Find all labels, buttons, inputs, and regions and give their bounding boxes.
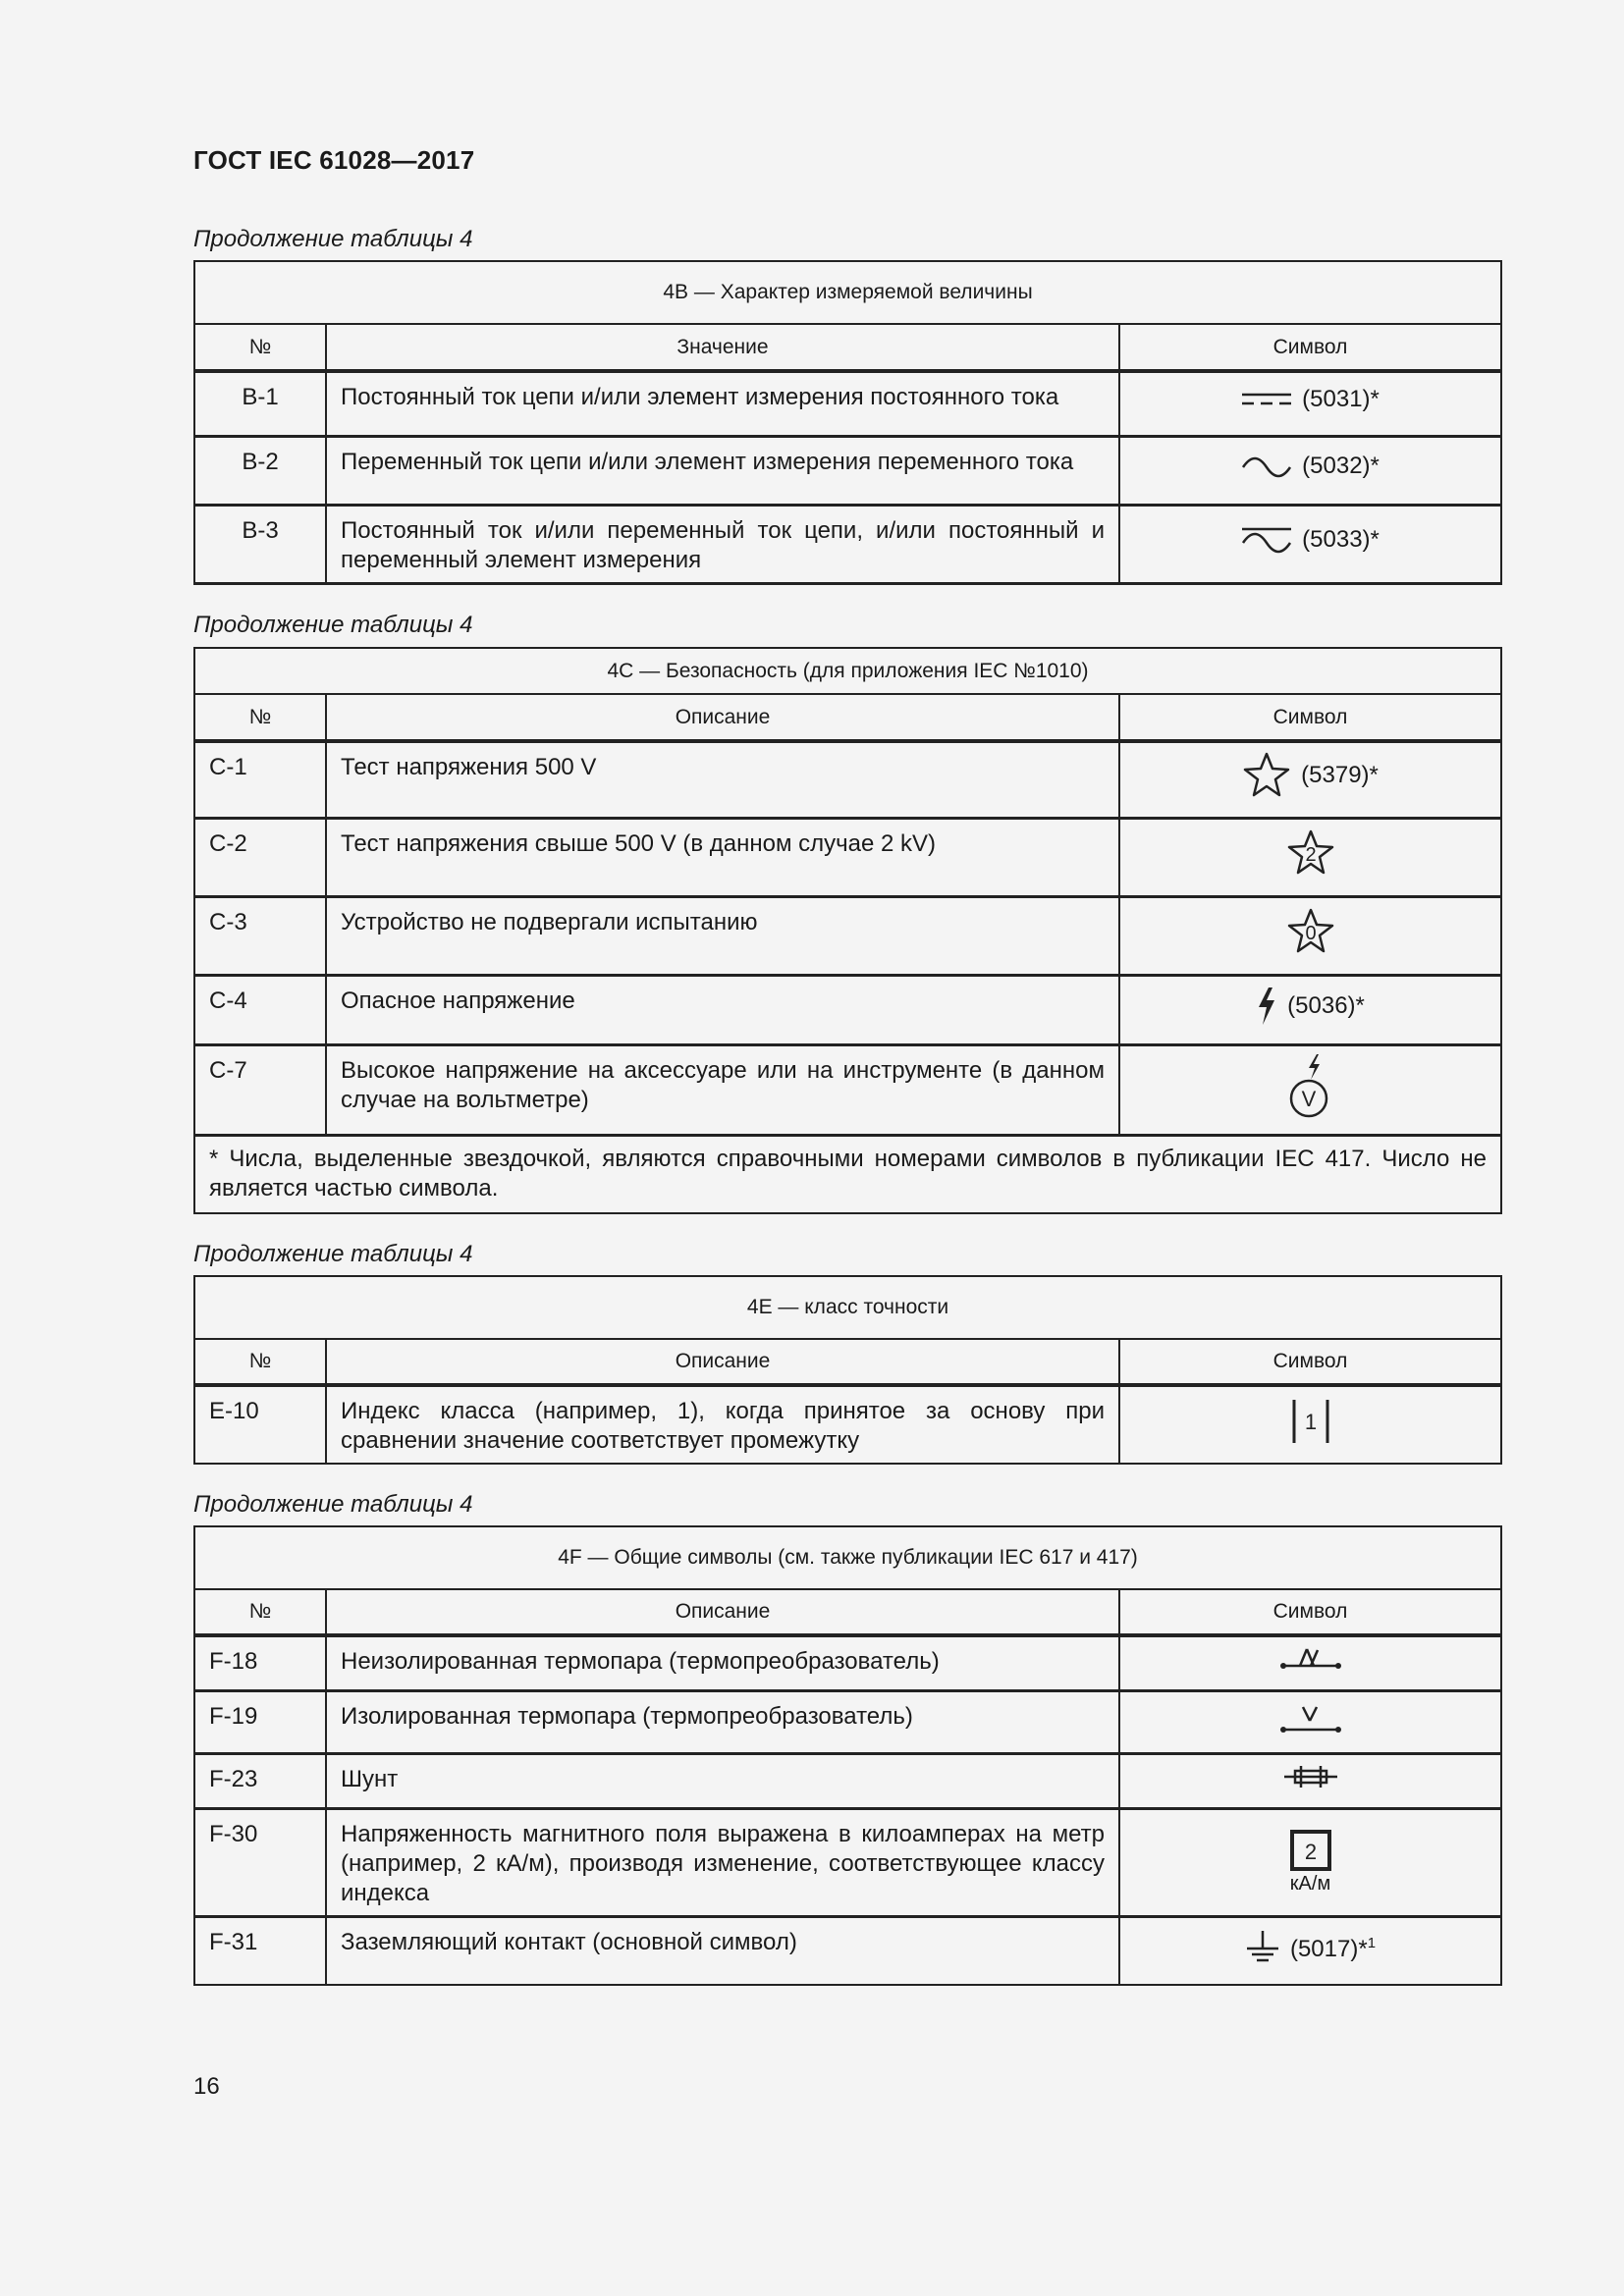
box-label: 1 xyxy=(1304,1409,1317,1434)
magnetic-field-icon xyxy=(1289,1829,1332,1872)
class-index-icon xyxy=(1291,1398,1330,1445)
row-symbol xyxy=(1119,1690,1501,1753)
symbol-ref-superscript: 1 xyxy=(1367,1935,1377,1952)
lightning-icon xyxy=(1256,987,1277,1026)
col-header-desc: Описание xyxy=(326,1589,1119,1635)
ac-dc-current-icon xyxy=(1241,525,1292,555)
table-4b xyxy=(193,260,1502,585)
col-header-sym: Символ xyxy=(1119,694,1501,741)
row-number: F-31 xyxy=(194,1916,326,1985)
table-4e-title: 4E — класс точности xyxy=(194,1276,1501,1339)
table-row xyxy=(194,1916,1501,1985)
table-4c xyxy=(193,647,1502,1214)
table-row xyxy=(194,818,1501,896)
thermocouple-insulated-icon xyxy=(1280,1701,1341,1735)
shunt-icon xyxy=(1283,1764,1338,1789)
table-4b-title: 4B — Характер измеряемой величины xyxy=(194,261,1501,324)
page-number: 16 xyxy=(193,2073,220,2100)
table-row xyxy=(194,505,1501,583)
table-4c-caption: Продолжение таблицы 4 xyxy=(193,612,473,638)
row-description: Переменный ток цепи и/или элемент измерения переменного тока xyxy=(326,436,1119,505)
symbol-ref-text: (5017)* xyxy=(1289,1936,1368,1963)
table-row xyxy=(194,1808,1501,1916)
table-note: * Числа, выделенные звездочкой, являются справочными номерами символов в публикации IEC 417. Число не является частью символа. xyxy=(194,1135,1501,1213)
row-number: F-30 xyxy=(194,1808,326,1916)
row-symbol xyxy=(1119,896,1501,975)
row-description: Индекс класса (например, 1), когда принятое за основу при сравнении значение соответствует промежутку xyxy=(326,1385,1119,1464)
row-symbol xyxy=(1119,741,1501,818)
voltmeter-high-voltage-icon xyxy=(1287,1053,1334,1118)
col-header-sym: Символ xyxy=(1119,1339,1501,1385)
row-description: Тест напряжения 500 V xyxy=(326,741,1119,818)
symbol-ref: (5032)* xyxy=(1302,453,1380,479)
star-test-voltage-2kv-icon xyxy=(1286,828,1335,878)
table-4c-title: 4C — Безопасность (для приложения IEC №1010) xyxy=(194,648,1501,694)
row-description: Высокое напряжение на аксессуаре или на инструменте (в данном случае на вольтметре) xyxy=(326,1044,1119,1135)
row-symbol xyxy=(1119,1808,1501,1916)
table-4f xyxy=(193,1525,1502,1986)
table-row xyxy=(194,1753,1501,1808)
table-row xyxy=(194,436,1501,505)
row-description: Заземляющий контакт (основной символ) xyxy=(326,1916,1119,1985)
symbol-ref xyxy=(1290,1929,1376,1964)
ground-icon xyxy=(1245,1929,1280,1964)
row-symbol xyxy=(1119,371,1501,436)
row-description: Напряженность магнитного поля выражена в килоамперах на метр (например, 2 кА/м), производя изменение, соответствующее классу индекса xyxy=(326,1808,1119,1916)
row-number: B-2 xyxy=(194,436,326,505)
row-number: C-2 xyxy=(194,818,326,896)
star-label: 0 xyxy=(1304,923,1317,944)
row-symbol xyxy=(1119,1635,1501,1690)
col-header-sym: Символ xyxy=(1119,1589,1501,1635)
row-description: Постоянный ток цепи и/или элемент измерения постоянного тока xyxy=(326,371,1119,436)
table-row xyxy=(194,1385,1501,1464)
row-number: F-19 xyxy=(194,1690,326,1753)
document-header: ГОСТ IEC 61028—2017 xyxy=(193,145,475,175)
row-number: F-18 xyxy=(194,1635,326,1690)
col-header-desc: Описание xyxy=(326,1339,1119,1385)
table-4f-caption: Продолжение таблицы 4 xyxy=(193,1491,473,1518)
row-symbol xyxy=(1119,436,1501,505)
row-number: B-3 xyxy=(194,505,326,583)
row-description: Постоянный ток и/или переменный ток цепи, и/или постоянный и переменный элемент измерения xyxy=(326,505,1119,583)
symbol-ref: (5033)* xyxy=(1302,526,1380,553)
table-row xyxy=(194,1690,1501,1753)
unit-label: кА/м xyxy=(1289,1873,1331,1895)
row-number: B-1 xyxy=(194,371,326,436)
row-number: C-7 xyxy=(194,1044,326,1135)
thermocouple-uninsulated-icon xyxy=(1280,1646,1341,1672)
row-number: C-3 xyxy=(194,896,326,975)
col-header-num: № xyxy=(194,1339,326,1385)
row-symbol xyxy=(1119,818,1501,896)
col-header-num: № xyxy=(194,694,326,741)
row-description: Устройство не подвергали испытанию xyxy=(326,896,1119,975)
row-description: Опасное напряжение xyxy=(326,975,1119,1044)
row-description: Тест напряжения свыше 500 V (в данном случае 2 kV) xyxy=(326,818,1119,896)
box-label: 2 xyxy=(1304,1840,1317,1864)
row-symbol xyxy=(1119,1385,1501,1464)
row-number: F-23 xyxy=(194,1753,326,1808)
table-4e-caption: Продолжение таблицы 4 xyxy=(193,1241,473,1267)
row-symbol xyxy=(1119,505,1501,583)
table-row xyxy=(194,1044,1501,1135)
row-description: Шунт xyxy=(326,1753,1119,1808)
row-description: Изолированная термопара (термопреобразователь) xyxy=(326,1690,1119,1753)
row-number: C-1 xyxy=(194,741,326,818)
symbol-ref: (5379)* xyxy=(1301,762,1379,789)
row-number: E-10 xyxy=(194,1385,326,1464)
symbol-ref: (5036)* xyxy=(1287,991,1365,1019)
table-row xyxy=(194,1635,1501,1690)
symbol-ref: (5031)* xyxy=(1302,386,1380,413)
row-description: Неизолированная термопара (термопреобразователь) xyxy=(326,1635,1119,1690)
col-header-desc: Описание xyxy=(326,694,1119,741)
col-header-num: № xyxy=(194,1589,326,1635)
table-4f-title: 4F — Общие символы (см. также публикации IEC 617 и 417) xyxy=(194,1526,1501,1589)
dc-current-icon xyxy=(1241,389,1292,414)
row-symbol xyxy=(1119,1753,1501,1808)
table-4e xyxy=(193,1275,1502,1465)
star-not-tested-icon xyxy=(1286,907,1335,956)
col-header-sym: Символ xyxy=(1119,324,1501,371)
star-test-voltage-icon xyxy=(1242,751,1291,800)
col-header-desc: Значение xyxy=(326,324,1119,371)
ac-current-icon xyxy=(1241,455,1292,481)
table-row xyxy=(194,975,1501,1044)
table-row xyxy=(194,371,1501,436)
table-row xyxy=(194,741,1501,818)
star-label: 2 xyxy=(1304,844,1317,866)
circle-label: V xyxy=(1301,1087,1316,1111)
table-row xyxy=(194,896,1501,975)
table-4b-caption: Продолжение таблицы 4 xyxy=(193,226,473,252)
row-symbol xyxy=(1119,975,1501,1044)
row-symbol xyxy=(1119,1044,1501,1135)
table-note-row xyxy=(194,1135,1501,1213)
row-symbol xyxy=(1119,1916,1501,1985)
row-number: C-4 xyxy=(194,975,326,1044)
col-header-num: № xyxy=(194,324,326,371)
